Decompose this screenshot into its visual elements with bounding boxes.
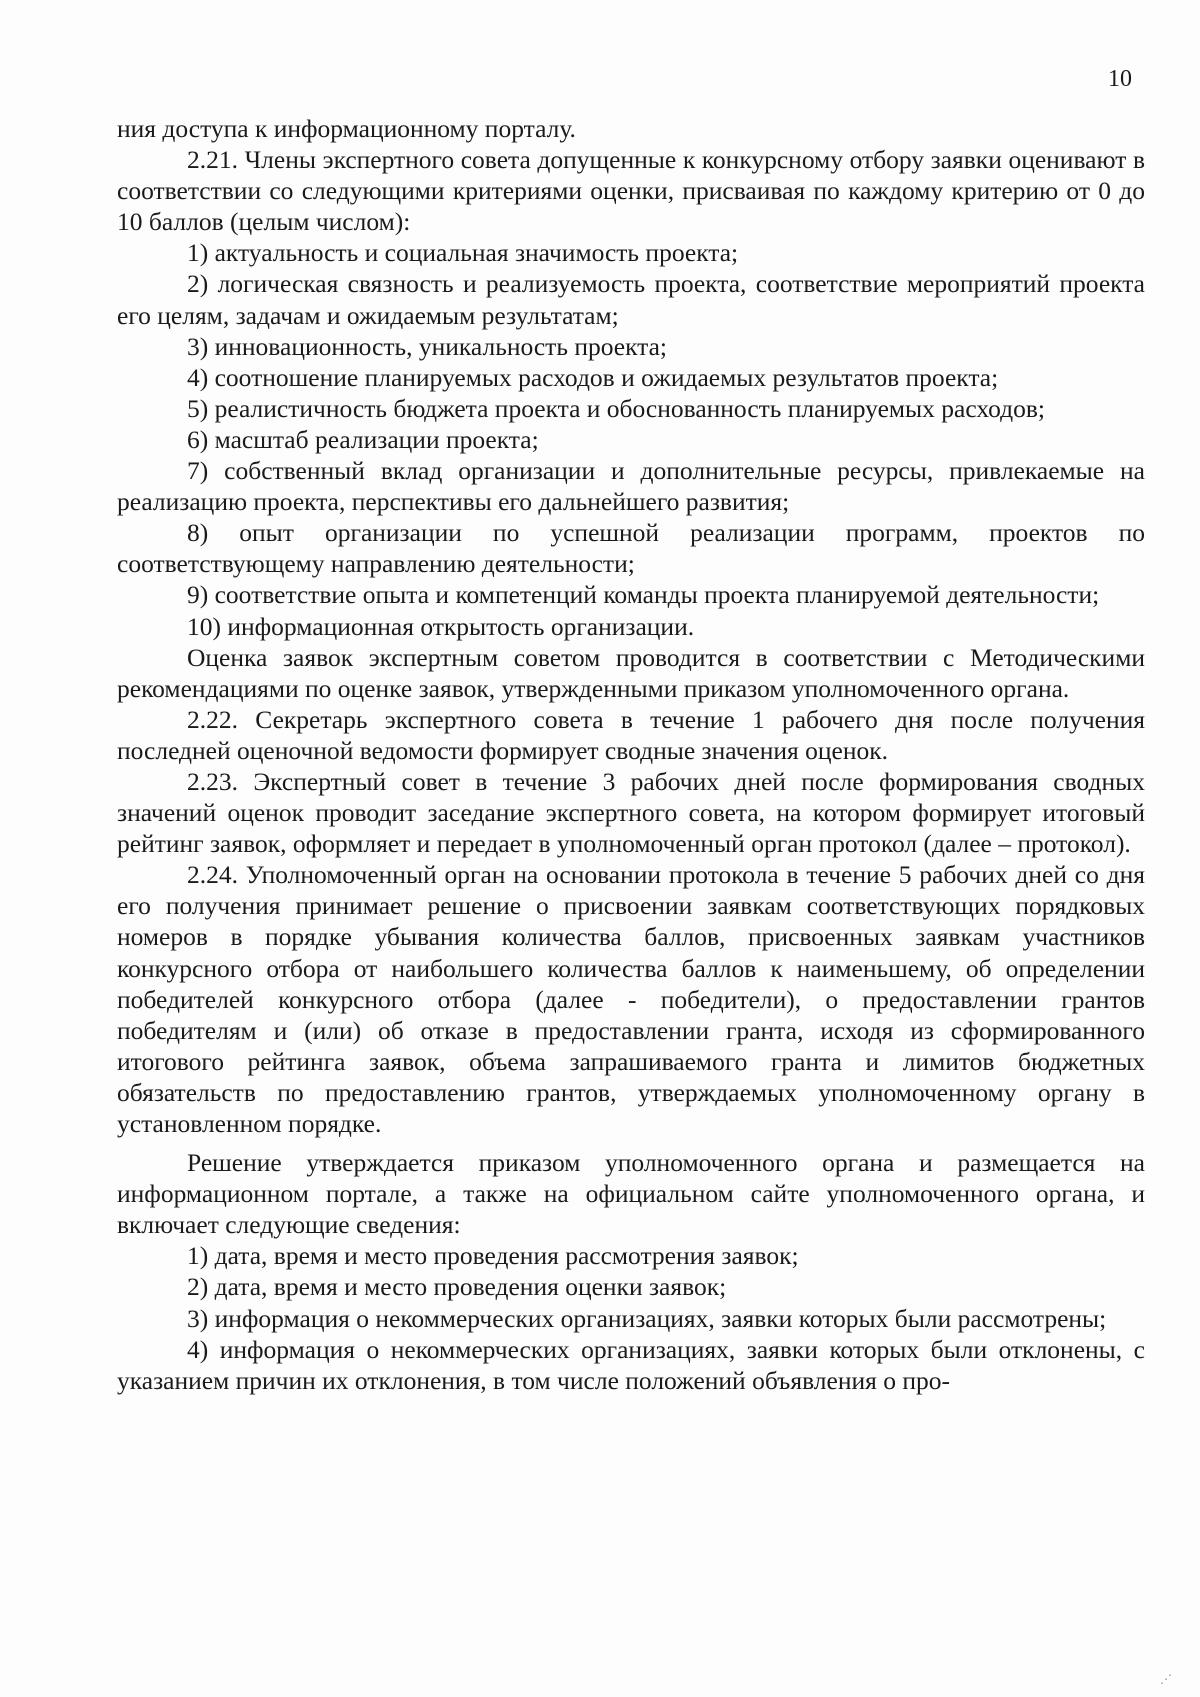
list-item-criterion-6: 6) масштаб реализации проекта;: [187, 424, 539, 454]
paragraph-2-22: 2.22. Секретарь экспертного совета в течение 1 рабочего дня после получения последней оценочной ведомости формирует сводные значения оценок.: [117, 704, 1145, 765]
list-item-criterion-4: 4) соотношение планируемых расходов и ожидаемых результатов проекта;: [187, 362, 999, 392]
paragraph-decision: Решение утверждается приказом уполномоченного органа и размещается на информационном портале, а также на официальном сайте уполномоченного органа, и включает следующие сведения:: [117, 1148, 1145, 1240]
paragraph-2-21: 2.21. Члены экспертного совета допущенные к конкурсному отбору заявки оценивают в соответствии со следующими критериями оценки, присваивая по каждому критерию от 0 до 10 баллов (целым числом):: [117, 145, 1145, 237]
list-item-criterion-3: 3) инновационность, уникальность проекта;: [187, 331, 668, 361]
list-item-criterion-10: 10) информационная открытость организации.: [187, 611, 695, 641]
list-item-decision-4: 4) информация о некоммерческих организациях, заявки которых были отклонены, с указанием причин их отклонения, в том числе положений объявления о про-: [117, 1334, 1145, 1395]
paragraph-2-24: 2.24. Уполномоченный орган на основании протокола в течение 5 рабочих дней со дня его получения принимает решение о присвоении заявкам соответствующих порядковых номеров в порядке убывания количества баллов, присвоенных заявкам участников конкурсного отбора от наибольшего количества баллов к наименьшему, об определении победителей конкурсного отбора (далее - победители), о предоставлении грантов победителям и (или) об отказе в предоставлении гранта, исходя из сформированного итогового рейтинга заявок, объема запрашиваемого гранта и лимитов бюджетных обязательств по предоставлению грантов, утверждаемых уполномоченному органу в установленном порядке.: [117, 860, 1145, 1138]
paragraph-evaluation: Оценка заявок экспертным советом проводится в соответствии с Методическими рекомендациями по оценке заявок, утвержденными приказом уполномоченного органа.: [117, 642, 1145, 703]
list-item-criterion-2: 2) логическая связность и реализуемость проекта, соответствие мероприятий проекта его целям, задачам и ожидаемым результатам;: [117, 269, 1145, 330]
scan-artifact-mark: ⋰: [1160, 1672, 1172, 1686]
list-item-criterion-5: 5) реалистичность бюджета проекта и обоснованность планируемых расходов;: [187, 393, 1045, 423]
list-item-criterion-7: 7) собственный вклад организации и дополнительные ресурсы, привлекаемые на реализацию проекта, перспективы его дальнейшего развития;: [117, 456, 1145, 517]
document-body: [117, 113, 1145, 1396]
list-item-decision-3: 3) информация о некоммерческих организациях, заявки которых были рассмотрены;: [187, 1303, 1107, 1333]
list-item-criterion-8: 8) опыт организации по успешной реализации программ, проектов по соответствующему направлению деятельности;: [117, 518, 1145, 579]
list-item-criterion-1: 1) актуальность и социальная значимость проекта;: [187, 238, 739, 268]
paragraph-2-23: 2.23. Экспертный совет в течение 3 рабочих дней после формирования сводных значений оценок проводит заседание экспертного совета, на котором формирует итоговый рейтинг заявок, оформляет и передает в уполномоченный орган протокол (далее – протокол).: [117, 766, 1145, 859]
page-number: 10: [1108, 66, 1132, 92]
list-item-criterion-9: 9) соответствие опыта и компетенций команды проекта планируемой деятельности;: [187, 580, 1100, 610]
list-item-decision-2: 2) дата, время и место проведения оценки заявок;: [187, 1272, 727, 1302]
paragraph-continuation: ния доступа к информационному порталу.: [117, 114, 576, 143]
list-item-decision-1: 1) дата, время и место проведения рассмотрения заявок;: [187, 1241, 799, 1271]
